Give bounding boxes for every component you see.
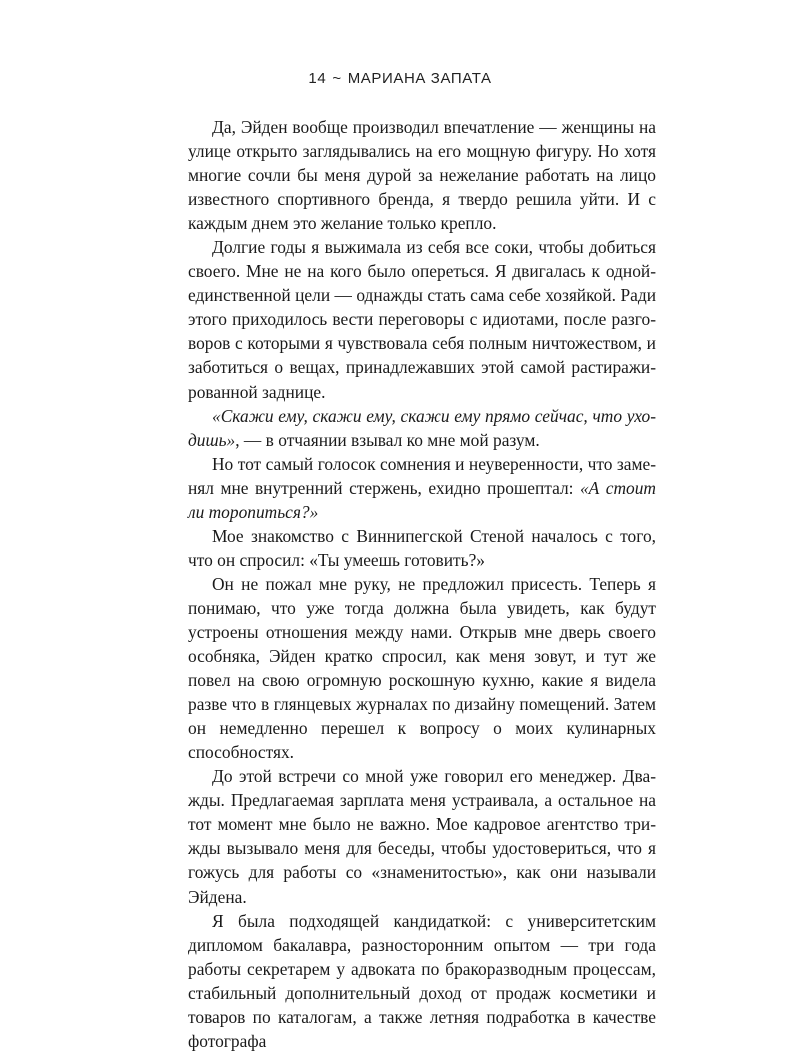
paragraph bbox=[188, 115, 656, 235]
author-name: МАРИАНА ЗАПАТА bbox=[347, 70, 492, 87]
text-run: Я была подходящей кандидаткой: с университетским дипломом бакалавра, разносторонним опытом — три года работы секретарем у адвоката по бракоразводным процессам, стабильный дополнительный доход от продаж косметики и товаров по каталогам, а также летняя подработка в качестве фотографа bbox=[188, 910, 656, 1051]
text-run: Он не пожал мне руку, не предложил присесть. Теперь я понимаю, что уже тогда должна была увидеть, как будут устроены отношения между нами. Открыв мне дверь своего особняка, Эйден кратко спросил, как меня зовут, и тут же повел на свою огромную роскошную кухню, какие я видела разве что в глянцевых журналах по дизайну помещений. Затем он немедленно перешел к вопросу о моих кулинарных способностях. bbox=[188, 573, 656, 763]
paragraph bbox=[188, 404, 656, 452]
paragraph bbox=[188, 909, 656, 1053]
page-number: 14 bbox=[308, 70, 327, 87]
text-run: Мое знакомство с Виннипегской Стеной началось с того, что он спросил: «Ты умеешь готовить?» bbox=[188, 525, 656, 570]
text-run: Но тот самый голосок сомнения и неуверенности, что заменял мне внутренний стержень, ехидно прошептал: bbox=[188, 453, 656, 498]
text-run: Да, Эйден вообще производил впечатление — женщины на улице открыто заглядывались на его мощную фигуру. Но хотя многие сочли бы меня дурой за нежелание работать на лицо известного спортивного бренда, я твердо решила уйти. И с каждым днем это желание только крепло. bbox=[188, 117, 656, 234]
italic-text: «А стоит ли торопиться?» bbox=[188, 477, 656, 522]
text-run: , — в отчаянии взывал ко мне мой разум. bbox=[235, 429, 540, 450]
paragraph bbox=[188, 524, 656, 572]
header-separator: ~ bbox=[332, 70, 342, 87]
paragraph bbox=[188, 572, 656, 764]
paragraph bbox=[188, 764, 656, 908]
body-text bbox=[188, 115, 656, 1053]
paragraph bbox=[188, 235, 656, 403]
text-run: Долгие годы я выжимала из себя все соки, чтобы добиться своего. Мне не на кого было опереться. Я двигалась к одной-единственной цели — однажды стать сама себе хозяйкой. Ради этого приходилось вести переговоры с идиотами, после разговоров с которыми я чувствовала себя полным ничтожеством, и заботиться о вещах, принадлежавших этой самой растиражированной заднице. bbox=[188, 237, 656, 402]
text-run: До этой встречи со мной уже говорил его менеджер. Дважды. Предлагаемая зарплата меня устраивала, а остальное на тот момент мне было не важно. Мое кадровое агентство трижды вызывало меня для беседы, чтобы удостовериться, что я гожусь для работы со «знаменитостью», как они называли Эйдена. bbox=[188, 766, 656, 907]
running-head bbox=[0, 70, 800, 87]
italic-text: «Скажи ему, скажи ему, скажи ему прямо сейчас, что уходишь» bbox=[188, 405, 656, 450]
paragraph bbox=[188, 452, 656, 524]
